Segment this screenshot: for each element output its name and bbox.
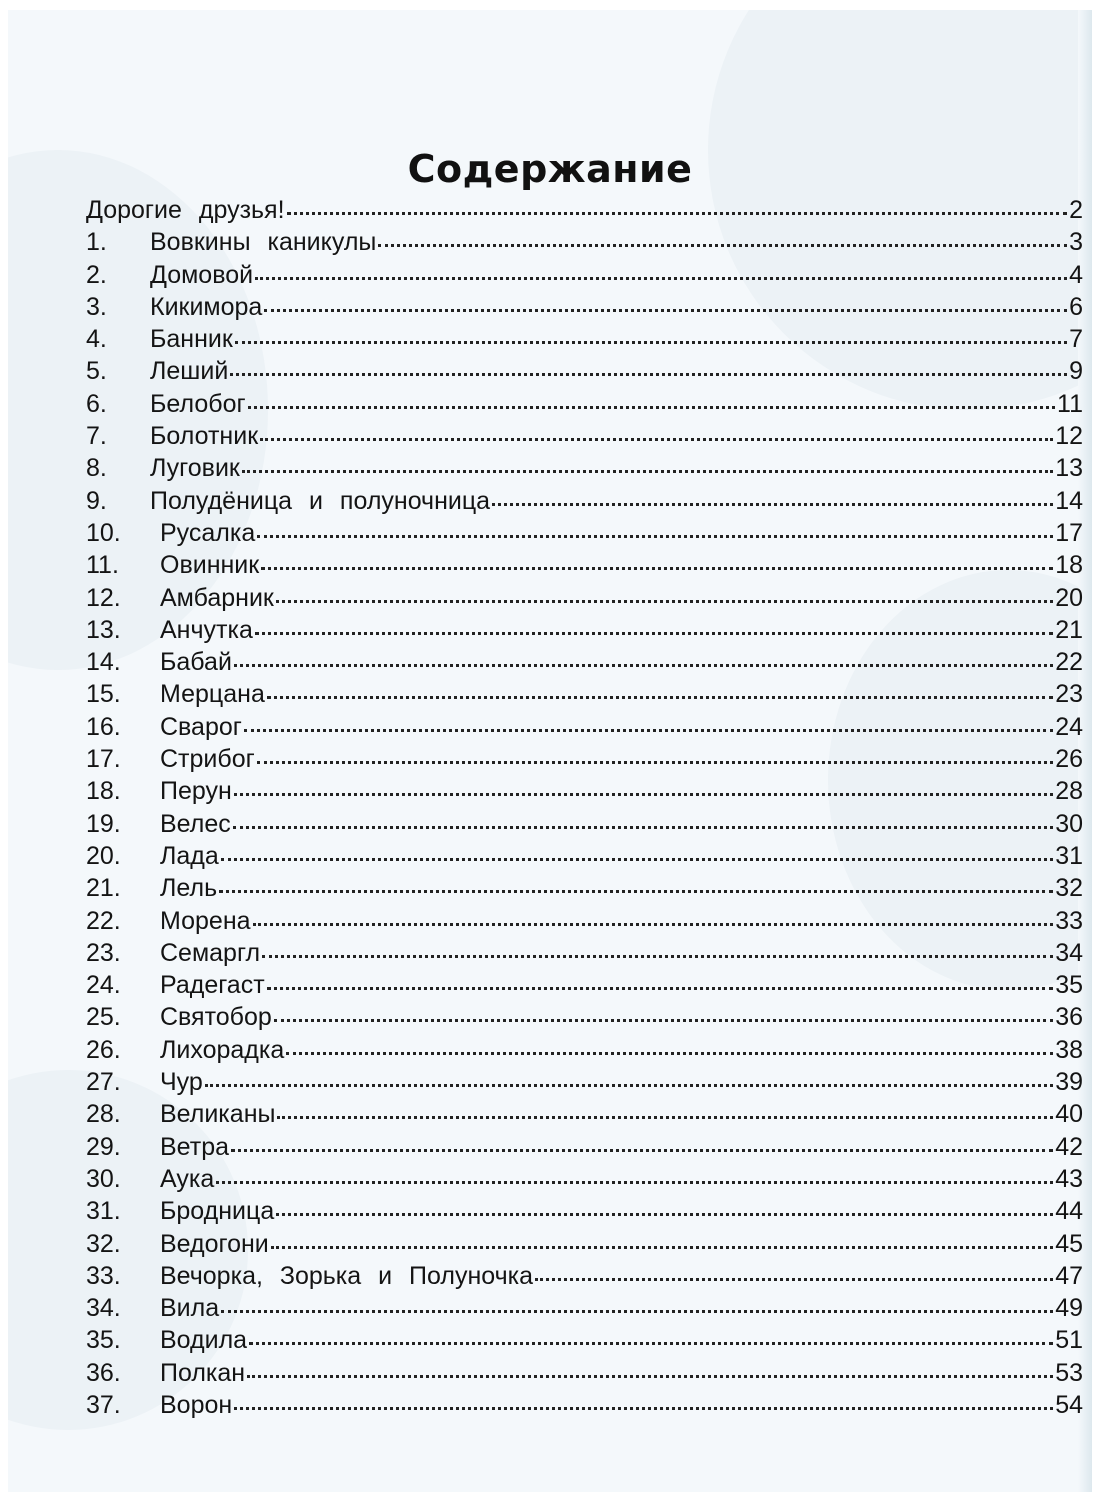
toc-entry [86, 1066, 1083, 1098]
toc-dot-leader [233, 826, 1053, 829]
toc-entry [86, 388, 1083, 420]
toc-entry-title: Вила [160, 1294, 220, 1323]
toc-entry-page-number: 38 [1055, 1035, 1083, 1064]
toc-entry [86, 1098, 1083, 1130]
toc-entry-page-number: 45 [1055, 1229, 1083, 1258]
toc-entry [86, 1195, 1083, 1227]
toc-dot-leader [260, 438, 1053, 441]
toc-entry-title: Ворон [160, 1390, 233, 1419]
toc-dot-leader [221, 858, 1053, 861]
toc-entry [86, 872, 1083, 904]
toc-entry-title: Болотник [150, 422, 259, 451]
toc-entry-title: Сварог [160, 712, 242, 741]
toc-entry-title: Домовой [150, 260, 254, 289]
toc-entry-number: 21. [86, 874, 121, 903]
toc-entry-title: Белобог [150, 389, 246, 418]
toc-entry-number: 22. [86, 906, 121, 935]
toc-entry-page-number: 47 [1055, 1261, 1083, 1290]
toc-entry-number: 25. [86, 1003, 121, 1032]
toc-dot-leader [249, 1342, 1053, 1345]
toc-entry [86, 614, 1083, 646]
toc-entry [86, 291, 1083, 323]
page-title: Содержание [407, 147, 693, 192]
toc-dot-leader [277, 1116, 1053, 1119]
toc-entry-title: Морена [160, 906, 251, 935]
toc-entry-title: Семаргл [160, 938, 261, 967]
toc-dot-leader [216, 1181, 1053, 1184]
toc-entry-page-number: 30 [1055, 809, 1083, 838]
toc-entry [86, 808, 1083, 840]
toc-entry-number: 5. [86, 357, 107, 386]
toc-entry-number: 35. [86, 1326, 121, 1355]
toc-entry-number: 23. [86, 938, 121, 967]
toc-entry-number: 27. [86, 1068, 121, 1097]
toc-entry-number: 37. [86, 1390, 121, 1419]
toc-entry [86, 840, 1083, 872]
toc-entry-title: Дорогие друзья! [86, 196, 285, 224]
toc-entry-page-number: 53 [1055, 1358, 1083, 1387]
toc-entry-number: 30. [86, 1164, 121, 1193]
toc-dot-leader [235, 341, 1067, 344]
toc-entry-page-number: 28 [1055, 777, 1083, 806]
toc-dot-leader [253, 923, 1054, 926]
toc-dot-leader [255, 632, 1053, 635]
toc-entry [86, 775, 1083, 807]
toc-entry-title: Банник [150, 325, 233, 354]
toc-dot-leader [234, 664, 1053, 667]
toc-entry-number: 7. [86, 422, 107, 451]
toc-entry-number: 2. [86, 260, 107, 289]
toc-dot-leader [221, 1310, 1053, 1313]
toc-entry-page-number: 51 [1055, 1326, 1083, 1355]
toc-entry-number: 9. [86, 486, 107, 515]
toc-entry-number: 15. [86, 680, 121, 709]
toc-dot-leader [267, 696, 1053, 699]
toc-entry [86, 226, 1083, 258]
toc-entry-title: Радегаст [160, 971, 265, 1000]
toc-entry-number: 10. [86, 518, 121, 547]
table-of-contents [86, 194, 1083, 1421]
toc-dot-leader [234, 1407, 1053, 1410]
toc-entry [86, 323, 1083, 355]
toc-entry-title: Кикимора [150, 292, 263, 321]
toc-entry-page-number: 33 [1055, 906, 1083, 935]
toc-entry-page-number: 7 [1069, 325, 1083, 354]
toc-entry-page-number: 39 [1055, 1068, 1083, 1097]
toc-entry-number: 36. [86, 1358, 121, 1387]
toc-entry-title: Святобор [160, 1003, 272, 1032]
toc-entry-page-number: 4 [1069, 260, 1083, 289]
toc-entry-title: Перун [160, 777, 232, 806]
toc-entry [86, 1357, 1083, 1389]
toc-dot-leader [378, 244, 1067, 247]
toc-entry-number: 13. [86, 615, 121, 644]
toc-entry-title: Вовкины каникулы [150, 228, 377, 257]
toc-entry-title: Великаны [160, 1100, 276, 1129]
toc-entry-title: Вечорка, Зорька и Полуночка [160, 1261, 534, 1290]
toc-dot-leader [234, 793, 1053, 796]
toc-entry [86, 582, 1083, 614]
toc-entry-title: Полкан [160, 1358, 246, 1387]
toc-entry [86, 905, 1083, 937]
toc-entry-title: Водила [160, 1326, 248, 1355]
toc-entry-title: Лада [160, 841, 219, 870]
toc-dot-leader [261, 567, 1053, 570]
toc-entry [86, 937, 1083, 969]
toc-entry-number: 1. [86, 228, 107, 257]
toc-entry-number: 16. [86, 712, 121, 741]
toc-entry-page-number: 9 [1069, 357, 1083, 386]
toc-entry-title: Велес [160, 809, 231, 838]
toc-entry-title: Ведогони [160, 1229, 269, 1258]
toc-entry-page-number: 42 [1055, 1132, 1083, 1161]
toc-dot-leader [274, 1019, 1053, 1022]
toc-dot-leader [257, 761, 1053, 764]
toc-entry-title: Ветра [160, 1132, 230, 1161]
toc-entry-page-number: 18 [1055, 551, 1083, 580]
toc-entry-page-number: 23 [1055, 680, 1083, 709]
toc-entry [86, 1228, 1083, 1260]
toc-dot-leader [286, 1052, 1053, 1055]
toc-entry [86, 1001, 1083, 1033]
toc-entry-page-number: 11 [1057, 389, 1083, 418]
toc-entry-title: Русалка [160, 518, 256, 547]
toc-dot-leader [264, 309, 1067, 312]
toc-dot-leader [287, 212, 1067, 215]
toc-entry [86, 420, 1083, 452]
toc-entry-number: 11. [86, 551, 119, 580]
toc-dot-leader [257, 535, 1053, 538]
toc-entry-number: 4. [86, 325, 107, 354]
toc-entry-number: 20. [86, 841, 121, 870]
toc-entry [86, 1324, 1083, 1356]
toc-entry-title: Стрибог [160, 745, 255, 774]
toc-entry [86, 259, 1083, 291]
toc-entry-page-number: 22 [1055, 648, 1083, 677]
toc-entry-page-number: 31 [1055, 841, 1083, 870]
toc-entry [86, 517, 1083, 549]
toc-dot-leader [242, 470, 1053, 473]
toc-entry-title: Лель [160, 874, 218, 903]
toc-entry-page-number: 26 [1055, 745, 1083, 774]
toc-entry-number: 28. [86, 1100, 121, 1129]
toc-entry-number: 3. [86, 292, 107, 321]
toc-entry [86, 1260, 1083, 1292]
toc-entry-page-number: 54 [1055, 1390, 1083, 1419]
toc-dot-leader [492, 503, 1053, 506]
toc-entry-title: Аука [160, 1164, 215, 1193]
toc-entry-title: Бабай [160, 648, 232, 677]
toc-entry-number: 17. [86, 745, 121, 774]
toc-dot-leader [262, 955, 1053, 958]
toc-entry-page-number: 13 [1055, 454, 1083, 483]
toc-entry [86, 355, 1083, 387]
toc-dot-leader [219, 890, 1053, 893]
toc-entry-number: 8. [86, 454, 107, 483]
toc-entry [86, 1034, 1083, 1066]
toc-entry-number: 12. [86, 583, 121, 612]
toc-entry-title: Леший [150, 357, 229, 386]
toc-entry-page-number: 34 [1055, 938, 1083, 967]
toc-dot-leader [247, 1375, 1053, 1378]
toc-dot-leader [230, 373, 1067, 376]
toc-entry-number: 24. [86, 971, 121, 1000]
toc-entry [86, 194, 1083, 226]
toc-entry [86, 678, 1083, 710]
toc-entry-title: Мерцана [160, 680, 265, 709]
toc-entry-page-number: 14 [1055, 486, 1083, 515]
toc-entry-page-number: 17 [1055, 518, 1083, 547]
toc-entry-page-number: 32 [1055, 874, 1083, 903]
toc-entry-number: 18. [86, 777, 121, 806]
book-page [8, 10, 1092, 1492]
toc-entry [86, 1131, 1083, 1163]
toc-entry-number: 6. [86, 389, 107, 418]
toc-entry-page-number: 24 [1055, 712, 1083, 741]
toc-entry [86, 485, 1083, 517]
toc-entry [86, 711, 1083, 743]
toc-entry-page-number: 40 [1055, 1100, 1083, 1129]
toc-entry-number: 33. [86, 1261, 121, 1290]
toc-entry [86, 549, 1083, 581]
toc-entry-title: Амбарник [160, 583, 274, 612]
toc-entry [86, 452, 1083, 484]
toc-dot-leader [535, 1278, 1053, 1281]
toc-entry-title: Анчутка [160, 615, 253, 644]
toc-entry-title: Лихорадка [160, 1035, 285, 1064]
toc-dot-leader [231, 1149, 1053, 1152]
toc-entry-page-number: 44 [1055, 1197, 1083, 1226]
toc-dot-leader [267, 987, 1054, 990]
toc-entry-number: 34. [86, 1294, 121, 1323]
toc-entry [86, 1163, 1083, 1195]
toc-entry-title: Овинник [160, 551, 260, 580]
toc-entry-number: 26. [86, 1035, 121, 1064]
toc-dot-leader [276, 600, 1053, 603]
toc-dot-leader [276, 1213, 1053, 1216]
toc-entry-title: Полудёница и полуночница [150, 486, 491, 515]
toc-entry-page-number: 20 [1055, 583, 1083, 612]
toc-entry-number: 19. [86, 809, 121, 838]
toc-entry-page-number: 3 [1069, 228, 1083, 257]
toc-entry-number: 14. [86, 648, 121, 677]
toc-entry-page-number: 21 [1055, 615, 1083, 644]
toc-dot-leader [244, 729, 1053, 732]
toc-entry-number: 32. [86, 1229, 121, 1258]
toc-entry-page-number: 43 [1055, 1164, 1083, 1193]
toc-entry-number: 31. [86, 1197, 121, 1226]
toc-entry [86, 743, 1083, 775]
toc-entry-title: Чур [160, 1068, 203, 1097]
toc-entry-number: 29. [86, 1132, 121, 1161]
toc-entry-page-number: 49 [1055, 1294, 1083, 1323]
toc-entry-title: Бродница [160, 1197, 275, 1226]
toc-dot-leader [255, 277, 1067, 280]
toc-entry-page-number: 2 [1069, 196, 1083, 224]
toc-entry-page-number: 35 [1055, 971, 1083, 1000]
toc-dot-leader [271, 1246, 1053, 1249]
toc-entry [86, 646, 1083, 678]
toc-entry-page-number: 36 [1055, 1003, 1083, 1032]
toc-dot-leader [205, 1084, 1053, 1087]
toc-entry-page-number: 6 [1069, 292, 1083, 321]
toc-dot-leader [248, 406, 1055, 409]
toc-entry [86, 1389, 1083, 1421]
toc-entry [86, 969, 1083, 1001]
toc-entry-page-number: 12 [1055, 422, 1083, 451]
toc-entry-title: Луговик [150, 454, 240, 483]
toc-entry [86, 1292, 1083, 1324]
